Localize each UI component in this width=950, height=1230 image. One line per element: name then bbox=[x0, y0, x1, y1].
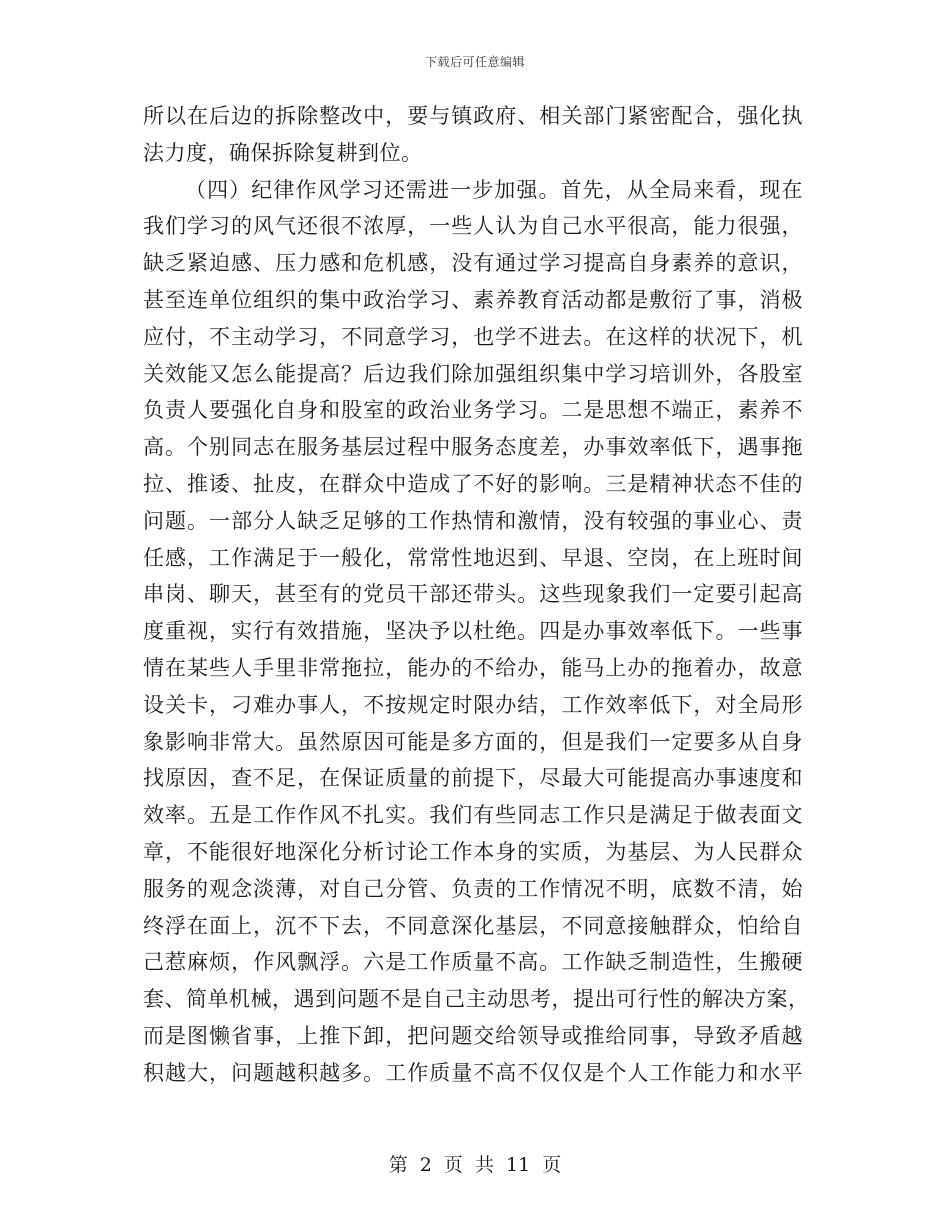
text-line: 任感，工作满足于一般化，常常性地迟到、早退、空岗，在上班时间 bbox=[143, 545, 803, 570]
text-line: 串岗、聊天，甚至有的党员干部还带头。这些现象我们一定要引起高 bbox=[143, 582, 803, 607]
text-line: 找原因，查不足，在保证质量的前提下，尽最大可能提高办事速度和 bbox=[143, 766, 803, 791]
page-header: 下载后可任意编辑 bbox=[424, 55, 525, 69]
text-line: 关效能又怎么能提高？后边我们除加强组织集中学习培训外，各股室 bbox=[143, 361, 803, 386]
text-line: 设关卡，刁难办事人，不按规定时限办结，工作效率低下，对全局形 bbox=[143, 692, 803, 717]
text-line: 负责人要强化自身和股室的政治业务学习。二是思想不端正，素养不 bbox=[143, 398, 803, 423]
text-line: 而是图懒省事，上推下卸，把问题交给领导或推给同事，导致矛盾越 bbox=[143, 1023, 803, 1048]
text-line: 终浮在面上，沉不下去，不同意深化基层，不同意接触群众，怕给自 bbox=[143, 913, 803, 938]
text-line: 服务的观念淡薄，对自己分管、负责的工作情况不明，底数不清，始 bbox=[143, 876, 803, 901]
text-line: 所以在后边的拆除整改中，要与镇政府、相关部门紧密配合，强化执 bbox=[143, 104, 803, 128]
page-number-footer: 第 2 页 共 11 页 bbox=[388, 1154, 562, 1176]
text-line: 章，不能很好地深化分析讨论工作本身的实质，为基层、为人民群众 bbox=[143, 839, 803, 864]
paragraph-start-line: （四）纪律作风学习还需进一步加强。首先，从全局来看，现在 bbox=[185, 177, 803, 202]
text-line: 甚至连单位组织的集中政治学习、素养教育活动都是敷衍了事，消极 bbox=[143, 287, 803, 312]
text-line: 己惹麻烦，作风飘浮。六是工作质量不高。工作缺乏制造性，生搬硬 bbox=[143, 950, 803, 975]
text-line: 效率。五是工作作风不扎实。我们有些同志工作只是满足于做表面文 bbox=[143, 803, 803, 828]
text-line: 拉、推诿、扯皮，在群众中造成了不好的影响。三是精神状态不佳的 bbox=[143, 471, 803, 496]
text-line: 问题。一部分人缺乏足够的工作热情和激情，没有较强的事业心、责 bbox=[143, 508, 803, 533]
text-line: 应付，不主动学习，不同意学习，也学不进去。在这样的状况下，机 bbox=[143, 324, 803, 349]
text-line: 象影响非常大。虽然原因可能是多方面的，但是我们一定要多从自身 bbox=[143, 729, 803, 754]
text-line: 积越大，问题越积越多。工作质量不高不仅仅是个人工作能力和水平 bbox=[143, 1060, 803, 1085]
text-line: 高。个别同志在服务基层过程中服务态度差，办事效率低下，遇事拖 bbox=[143, 435, 803, 460]
document-body bbox=[143, 98, 810, 1092]
text-line: 法力度，确保拆除复耕到位。 bbox=[143, 140, 423, 165]
text-line: 我们学习的风气还很不浓厚，一些人认为自己水平很高，能力很强， bbox=[143, 214, 803, 239]
text-line: 套、简单机械，遇到问题不是自己主动思考，提出可行性的解决方案， bbox=[143, 987, 810, 1012]
text-line: 缺乏紧迫感、压力感和危机感，没有通过学习提高自身素养的意识， bbox=[143, 251, 803, 276]
text-line: 度重视，实行有效措施，坚决予以杜绝。四是办事效率低下。一些事 bbox=[143, 619, 803, 644]
text-line: 情在某些人手里非常拖拉，能办的不给办，能马上办的拖着办，故意 bbox=[143, 655, 803, 680]
